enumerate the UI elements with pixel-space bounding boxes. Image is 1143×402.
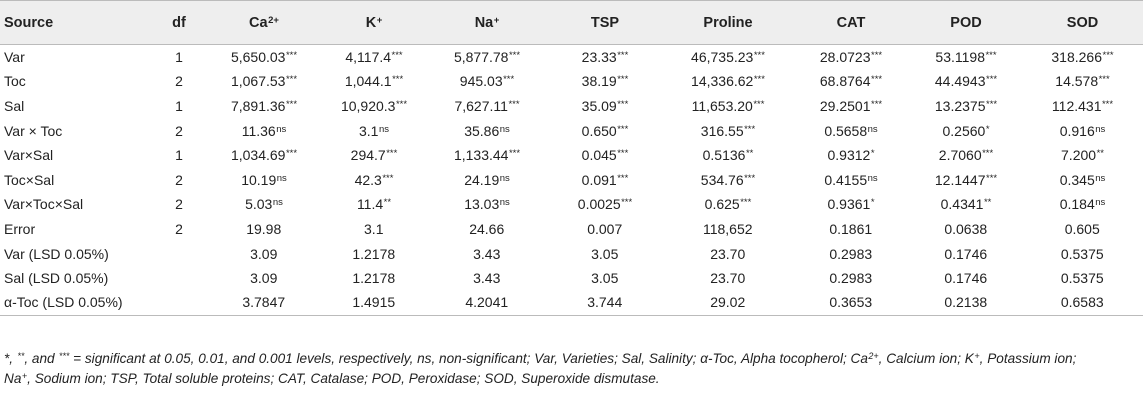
significance-mark: ** (983, 197, 992, 209)
cell-value: 4,117.4 (345, 49, 392, 66)
cell-value: 5,877.78 (453, 49, 509, 66)
cell-value: 1,067.53 (230, 73, 286, 90)
table-cell (428, 290, 546, 315)
cell-value: 11.36 (241, 122, 276, 139)
table-cell (208, 290, 320, 315)
table-cell (1022, 69, 1143, 94)
table-cell (910, 143, 1022, 168)
cell-value: 11.4 (356, 196, 384, 213)
cell-value: 3.744 (587, 294, 623, 311)
table-cell (792, 45, 910, 70)
cell-value: 0.4155 (824, 171, 868, 188)
cell-value: 3.05 (591, 245, 619, 262)
header-na: Na+ (428, 1, 546, 45)
cell-value: 29.02 (710, 294, 746, 311)
significance-mark: *** (386, 148, 398, 160)
table-cell (910, 217, 1022, 242)
significance-mark: ns (499, 197, 510, 209)
table-cell (664, 290, 792, 315)
cell-value: 24.66 (469, 220, 505, 237)
cell-value: 1.2178 (352, 270, 396, 287)
significance-mark: *** (285, 74, 298, 86)
table-cell (320, 143, 428, 168)
significance-mark: *** (285, 148, 298, 160)
row-df: 2 (175, 196, 183, 213)
cell-value: 0.2138 (944, 294, 988, 311)
cell-value: 5.03 (245, 196, 273, 213)
table-cell (1022, 45, 1143, 70)
significance-mark: *** (986, 74, 998, 86)
table-cell (428, 94, 546, 119)
cell-value: 28.0723 (819, 49, 871, 66)
table-cell (428, 217, 546, 242)
row-source: Sal (LSD 0.05%) (4, 270, 109, 287)
table-cell (428, 45, 546, 70)
table-cell (428, 69, 546, 94)
significance-mark: *** (391, 50, 403, 62)
header-df: df (150, 1, 208, 45)
table-row (0, 217, 1143, 242)
cell-value: 316.55 (700, 122, 744, 139)
table-cell (208, 192, 320, 217)
row-df: 2 (175, 171, 183, 188)
table-cell (1022, 290, 1143, 315)
row-df (150, 290, 208, 315)
significance-mark: * (985, 123, 990, 135)
table-cell (792, 217, 910, 242)
significance-mark: * (870, 197, 875, 209)
cell-value: 35.86 (464, 122, 500, 139)
cell-value: 0.5375 (1060, 270, 1104, 287)
cell-value: 14,336.62 (691, 73, 754, 90)
table-cell (664, 192, 792, 217)
cell-value: 0.650 (581, 122, 617, 139)
significance-mark: *** (871, 74, 883, 86)
significance-mark: *** (1102, 50, 1114, 62)
table-cell (792, 94, 910, 119)
row-source: Toc×Sal (4, 171, 55, 188)
table-cell (910, 118, 1022, 143)
table-row (0, 290, 1143, 315)
cell-value: 3.1 (364, 220, 384, 237)
cell-value: 0.916 (1059, 122, 1095, 139)
cell-value: 0.3653 (829, 294, 873, 311)
cell-value: 3.05 (591, 270, 619, 287)
cell-value: 11,653.20 (691, 97, 753, 114)
table-cell (664, 69, 792, 94)
table-row (0, 266, 1143, 291)
significance-mark: *** (1098, 74, 1110, 86)
table-cell (910, 192, 1022, 217)
cell-value: 0.9312 (827, 147, 871, 164)
table-cell (208, 241, 320, 266)
cell-value: 2.7060 (938, 147, 982, 164)
cell-value: 3.09 (250, 245, 278, 262)
significance-mark: *** (617, 123, 629, 135)
row-source: Var × Toc (4, 122, 63, 139)
table-cell (910, 241, 1022, 266)
table-cell (792, 290, 910, 315)
table-cell (792, 266, 910, 291)
table-cell (208, 69, 320, 94)
table-cell (910, 69, 1022, 94)
significance-mark: ** (383, 197, 392, 209)
cell-value: 945.03 (459, 73, 503, 90)
table-cell (1022, 217, 1143, 242)
table-cell (1022, 167, 1143, 192)
cell-value: 0.2983 (829, 270, 873, 287)
table-cell (546, 241, 664, 266)
table-cell (664, 266, 792, 291)
significance-mark: *** (508, 50, 521, 62)
table-cell (664, 45, 792, 70)
cell-value: 23.33 (581, 49, 617, 66)
header-row (0, 1, 1143, 45)
cell-value: 0.605 (1064, 220, 1100, 237)
cell-value: 0.2560 (942, 122, 986, 139)
table-cell (428, 167, 546, 192)
table-cell (546, 118, 664, 143)
table-cell (208, 167, 320, 192)
significance-mark: *** (986, 98, 998, 110)
cell-value: 112.431 (1051, 97, 1102, 114)
cell-value: 29.2501 (819, 97, 871, 114)
table-cell (792, 118, 910, 143)
row-df: 2 (175, 122, 183, 139)
significance-mark: *** (617, 172, 629, 184)
cell-value: 0.0638 (944, 220, 988, 237)
table-cell (320, 241, 428, 266)
cell-value: 14.578 (1055, 73, 1099, 90)
table-cell (792, 167, 910, 192)
cell-value: 10,920.3 (340, 97, 396, 114)
significance-mark: *** (753, 74, 765, 86)
significance-mark: *** (617, 148, 629, 160)
cell-value: 0.6583 (1060, 294, 1104, 311)
table-cell (910, 167, 1022, 192)
table-cell (546, 266, 664, 291)
table-row (0, 241, 1143, 266)
significance-mark: *** (621, 197, 633, 209)
row-source: Var (4, 49, 25, 66)
table-cell (320, 266, 428, 291)
table-cell (792, 143, 910, 168)
table-cell (546, 217, 664, 242)
table-cell (910, 45, 1022, 70)
cell-value: 13.03 (464, 196, 500, 213)
row-source: Var (LSD 0.05%) (4, 245, 109, 262)
cell-value: 0.091 (581, 171, 617, 188)
table-cell (320, 217, 428, 242)
table-cell (428, 192, 546, 217)
cell-value: 0.1746 (944, 245, 988, 262)
cell-value: 7,627.11 (454, 97, 508, 114)
table-cell (320, 118, 428, 143)
table-cell (320, 45, 428, 70)
table-cell (428, 241, 546, 266)
cell-value: 1,044.1 (344, 73, 392, 90)
significance-mark: ns (276, 123, 287, 135)
table-cell (664, 94, 792, 119)
table-row (0, 118, 1143, 143)
significance-mark: *** (395, 98, 408, 110)
cell-value: 0.9361 (827, 196, 871, 213)
table-cell (320, 290, 428, 315)
table-cell (546, 45, 664, 70)
header-k: K+ (320, 1, 428, 45)
cell-value: 10.19 (241, 171, 277, 188)
header-source: Source (0, 1, 150, 45)
significance-mark: *** (382, 172, 394, 184)
row-source: Toc (4, 73, 26, 90)
cell-value: 0.5658 (824, 122, 868, 139)
table-cell (428, 266, 546, 291)
cell-value: 3.7847 (242, 294, 286, 311)
table-cell (1022, 94, 1143, 119)
significance-mark: ** (1096, 148, 1104, 160)
cell-value: 0.1861 (829, 220, 873, 237)
significance-mark: *** (871, 50, 883, 62)
header-cat: CAT (792, 1, 910, 45)
significance-mark: *** (985, 50, 997, 62)
header-pod: POD (910, 1, 1022, 45)
cell-value: 24.19 (464, 171, 500, 188)
row-df: 1 (175, 49, 183, 66)
cell-value: 3.1 (358, 122, 379, 139)
significance-mark: *** (744, 123, 756, 135)
table-cell (428, 143, 546, 168)
significance-mark: *** (986, 172, 998, 184)
table-cell (664, 118, 792, 143)
cell-value: 0.2983 (829, 245, 873, 262)
cell-value: 68.8764 (819, 73, 871, 90)
significance-mark: *** (617, 50, 629, 62)
cell-value: 0.625 (704, 196, 740, 213)
table-cell (792, 241, 910, 266)
row-df: 1 (175, 147, 183, 164)
significance-mark: *** (285, 98, 298, 110)
row-source: Sal (4, 97, 25, 114)
cell-value: 0.5136 (702, 147, 746, 164)
cell-value: 1,133.44 (453, 147, 509, 164)
table-cell (208, 94, 320, 119)
significance-mark: *** (753, 50, 765, 62)
cell-value: 53.1198 (935, 49, 985, 66)
table-cell (910, 94, 1022, 119)
significance-mark: *** (753, 98, 765, 110)
table-cell (546, 167, 664, 192)
table-cell (320, 167, 428, 192)
cell-value: 23.70 (710, 245, 746, 262)
table-cell (664, 241, 792, 266)
table-cell (208, 217, 320, 242)
row-source: α-Toc (LSD 0.05%) (0, 290, 150, 315)
cell-value: 19.98 (246, 220, 282, 237)
cell-value: 318.266 (1051, 49, 1102, 66)
cell-value: 0.0025 (577, 196, 621, 213)
table-cell (910, 290, 1022, 315)
table-cell (546, 143, 664, 168)
table-cell (910, 266, 1022, 291)
significance-mark: *** (617, 74, 629, 86)
table-row (0, 94, 1143, 119)
table-cell (546, 94, 664, 119)
table-cell (208, 143, 320, 168)
table-cell (792, 69, 910, 94)
significance-mark: *** (1101, 98, 1114, 110)
row-source: Var×Toc×Sal (4, 196, 84, 213)
cell-value: 534.76 (700, 171, 744, 188)
table-cell (1022, 118, 1143, 143)
cell-value: 118,652 (702, 220, 753, 237)
table-cell (1022, 241, 1143, 266)
table-cell (320, 94, 428, 119)
cell-value: 3.43 (473, 245, 501, 262)
table-cell (1022, 143, 1143, 168)
header-tsp: TSP (546, 1, 664, 45)
cell-value: 294.7 (350, 147, 386, 164)
significance-mark: *** (617, 98, 629, 110)
table-footnote: *, **, and *** = significant at 0.05, 0.01, and 0.001 levels, respectively, ns, non-significant; Var, Varieties; Sal, Salinity; α-Toc, Alpha tocopherol; $Ca^{2+}$, Calcium ion; K+, Potassium ion; Na+, Sodium ion; TSP, Total soluble proteins; CAT, Catalase; POD, Peroxidase; SOD, Superoxide dismutase. (4, 351, 1077, 386)
row-df (150, 241, 208, 266)
cell-value: 42.3 (354, 171, 382, 188)
table-row (0, 192, 1143, 217)
significance-mark: *** (740, 197, 752, 209)
significance-mark: *** (392, 74, 404, 86)
significance-mark: ns (276, 172, 287, 184)
table-cell (320, 192, 428, 217)
table-cell (664, 217, 792, 242)
row-df: 1 (175, 97, 183, 114)
cell-value: 1.4915 (352, 294, 396, 311)
table-cell (792, 192, 910, 217)
row-df: 2 (175, 220, 183, 237)
table-cell (208, 118, 320, 143)
cell-value: 3.09 (250, 270, 278, 287)
table-cell (428, 118, 546, 143)
table-cell (208, 45, 320, 70)
cell-value: 44.4943 (934, 73, 986, 90)
significance-mark: ns (499, 123, 510, 135)
significance-mark: *** (508, 148, 521, 160)
table-row (0, 45, 1143, 70)
significance-mark: *** (744, 172, 756, 184)
table-body (0, 45, 1143, 316)
row-source: Error (4, 220, 36, 237)
cell-value: 46,735.23 (691, 49, 754, 66)
significance-mark: ns (1095, 197, 1106, 209)
table-cell (546, 69, 664, 94)
cell-value: 4.2041 (465, 294, 509, 311)
cell-value: 0.1746 (944, 270, 988, 287)
cell-value: 0.5375 (1060, 245, 1104, 262)
cell-value: 13.2375 (934, 97, 986, 114)
row-df: 2 (175, 73, 183, 90)
table-cell (1022, 192, 1143, 217)
cell-value: 3.43 (473, 270, 501, 287)
table-cell (320, 69, 428, 94)
row-source: Var×Sal (4, 147, 54, 164)
table-cell (546, 290, 664, 315)
cell-value: 0.007 (587, 220, 623, 237)
header-sod: SOD (1022, 1, 1143, 45)
table-row (0, 69, 1143, 94)
table-cell (546, 192, 664, 217)
significance-mark: *** (508, 98, 520, 110)
cell-value: 12.1447 (934, 171, 986, 188)
header-proline: Proline (664, 1, 792, 45)
significance-mark: ns (867, 172, 878, 184)
table-row (0, 143, 1143, 168)
cell-value: 0.345 (1059, 171, 1095, 188)
row-df (150, 266, 208, 291)
cell-value: 1.2178 (352, 245, 396, 262)
significance-mark: *** (982, 148, 994, 160)
table-cell (1022, 266, 1143, 291)
table-cell (664, 167, 792, 192)
significance-mark: ns (378, 123, 389, 135)
cell-value: 0.184 (1059, 196, 1095, 213)
cell-value: 38.19 (581, 73, 617, 90)
significance-mark: ** (745, 148, 754, 160)
cell-value: 7,891.36 (230, 97, 286, 114)
table-cell (208, 266, 320, 291)
significance-mark: ns (499, 172, 510, 184)
significance-mark: ns (272, 197, 283, 209)
cell-value: 5,650.03 (230, 49, 286, 66)
table-row (0, 167, 1143, 192)
cell-value: 0.4341 (940, 196, 984, 213)
significance-mark: *** (503, 74, 515, 86)
significance-mark: *** (285, 50, 298, 62)
cell-value: 35.09 (581, 97, 617, 114)
cell-value: 23.70 (710, 270, 746, 287)
significance-mark: ns (867, 123, 878, 135)
significance-mark: *** (871, 98, 883, 110)
significance-mark: * (870, 148, 875, 160)
header-ca: $Ca^{2+}$ (208, 1, 320, 45)
significance-mark: ns (1095, 172, 1106, 184)
cell-value: 7.200 (1061, 147, 1097, 164)
significance-mark: ns (1095, 123, 1106, 135)
cell-value: 1,034.69 (230, 147, 286, 164)
table-cell (664, 143, 792, 168)
cell-value: 0.045 (581, 147, 617, 164)
